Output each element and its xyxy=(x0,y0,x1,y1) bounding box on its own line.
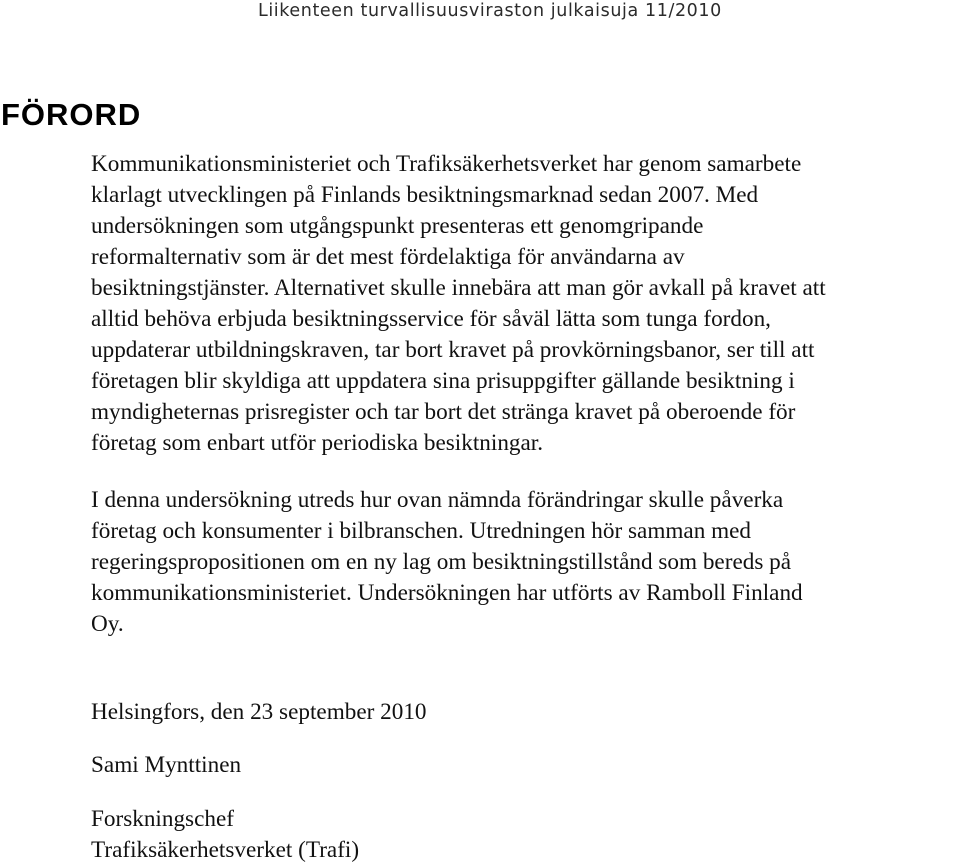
paragraph-line: uppdaterar utbildningskraven, tar bort kravet på provkörningsbanor, ser till att xyxy=(91,337,815,363)
paragraph-line: reformalternativ som är det mest fördelaktiga för användarna av xyxy=(91,244,685,270)
signer-organization: Trafiksäkerhetsverket (Trafi) xyxy=(91,837,360,863)
running-header: Liikenteen turvallisuusviraston julkaisuja 11/2010 xyxy=(258,1,722,21)
paragraph-line: kommunikationsministeriet. Undersökningen har utförts av Ramboll Finland xyxy=(91,580,803,606)
paragraph-line: företag och konsumenter i bilbranschen. Utredningen hör samman med xyxy=(91,518,752,544)
paragraph-line: Oy. xyxy=(91,611,124,637)
signer-title xyxy=(91,804,960,866)
paragraph-line: besiktningstjänster. Alternativet skulle innebära att man gör avkall på kravet att xyxy=(91,275,826,301)
paragraph-line: regeringspropositionen om en ny lag om besiktningstillstånd som bereds på xyxy=(91,549,792,575)
paragraph-2 xyxy=(91,485,960,640)
paragraph-line: Kommunikationsministeriet och Trafiksäkerhetsverket har genom samarbete xyxy=(91,151,802,177)
paragraph-line: myndigheternas prisregister och tar bort det stränga kravet på oberoende för xyxy=(91,399,796,425)
signer-position: Forskningschef xyxy=(91,806,234,832)
paragraph-line: undersökningen som utgångspunkt presenteras ett genomgripande xyxy=(91,213,704,239)
paragraph-line: alltid behöva erbjuda besiktningsservice för såväl lätta som tunga fordon, xyxy=(91,306,771,332)
paragraph-line: företagen blir skyldiga att uppdatera sina prisuppgifter gällande besiktning i xyxy=(91,368,795,394)
place-and-date: Helsingfors, den 23 september 2010 xyxy=(91,699,427,725)
paragraph-1 xyxy=(91,149,960,459)
paragraph-line: klarlagt utvecklingen på Finlands besiktningsmarknad sedan 2007. Med xyxy=(91,182,759,208)
page-title: FÖRORD xyxy=(1,97,142,132)
paragraph-line: I denna undersökning utreds hur ovan nämnda förändringar skulle påverka xyxy=(91,487,784,513)
paragraph-line: företag som enbart utför periodiska besiktningar. xyxy=(91,430,544,456)
signer-name: Sami Mynttinen xyxy=(91,752,242,778)
